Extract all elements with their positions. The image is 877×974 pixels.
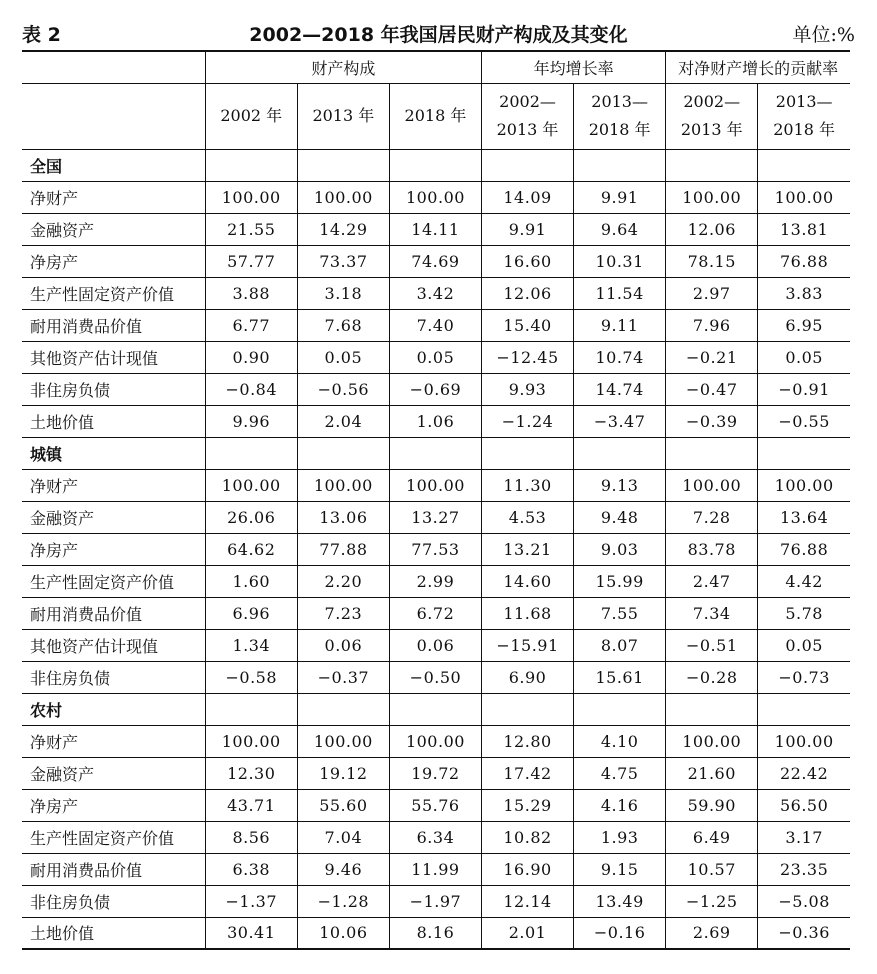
table-row xyxy=(22,213,850,245)
value-cell: 19.72 xyxy=(389,757,481,789)
value-cell: −0.16 xyxy=(574,917,666,949)
value-cell: 14.09 xyxy=(481,181,573,213)
value-cell: 78.15 xyxy=(666,245,758,277)
value-cell: 13.49 xyxy=(574,885,666,917)
empty-cell xyxy=(481,437,573,469)
value-cell: 8.07 xyxy=(574,629,666,661)
table-row xyxy=(22,341,850,373)
value-cell: 12.30 xyxy=(205,757,297,789)
value-cell: 10.57 xyxy=(666,853,758,885)
value-cell: 8.56 xyxy=(205,821,297,853)
value-cell: 7.68 xyxy=(297,309,389,341)
value-cell: 7.40 xyxy=(389,309,481,341)
table-row xyxy=(22,501,850,533)
value-cell: 11.99 xyxy=(389,853,481,885)
table-caption xyxy=(22,20,855,48)
table-row xyxy=(22,373,850,405)
value-cell: 2.69 xyxy=(666,917,758,949)
value-cell: 83.78 xyxy=(666,533,758,565)
value-cell: 2.97 xyxy=(666,277,758,309)
header-group-growth-rate: 年均增长率 xyxy=(481,51,665,83)
value-cell: 10.74 xyxy=(574,341,666,373)
empty-cell xyxy=(297,149,389,181)
value-cell: −0.21 xyxy=(666,341,758,373)
value-cell: 19.12 xyxy=(297,757,389,789)
row-label: 非住房负债 xyxy=(22,661,205,693)
value-cell: 17.42 xyxy=(481,757,573,789)
value-cell: 6.34 xyxy=(389,821,481,853)
empty-cell xyxy=(666,437,758,469)
value-cell: 15.99 xyxy=(574,565,666,597)
row-label: 土地价值 xyxy=(22,917,205,949)
empty-cell xyxy=(389,693,481,725)
table-row xyxy=(22,597,850,629)
section-title: 农村 xyxy=(22,693,205,725)
value-cell: −1.97 xyxy=(389,885,481,917)
value-cell: 100.00 xyxy=(297,469,389,501)
empty-cell xyxy=(297,693,389,725)
row-label: 其他资产估计现值 xyxy=(22,341,205,373)
value-cell: −0.69 xyxy=(389,373,481,405)
empty-cell xyxy=(205,693,297,725)
row-label: 耐用消费品价值 xyxy=(22,853,205,885)
value-cell: 74.69 xyxy=(389,245,481,277)
value-cell: 0.05 xyxy=(758,629,850,661)
value-cell: 14.29 xyxy=(297,213,389,245)
value-cell: 21.55 xyxy=(205,213,297,245)
empty-cell xyxy=(205,149,297,181)
value-cell: 7.04 xyxy=(297,821,389,853)
table-row xyxy=(22,309,850,341)
header-group-contribution: 对净财产增长的贡献率 xyxy=(666,51,850,83)
header-year-2018: 2018 年 xyxy=(389,83,481,149)
value-cell: 0.05 xyxy=(758,341,850,373)
value-cell: 14.11 xyxy=(389,213,481,245)
section-row xyxy=(22,693,850,725)
period-start: 2013— xyxy=(775,92,833,111)
value-cell: 9.11 xyxy=(574,309,666,341)
table-row xyxy=(22,853,850,885)
value-cell: 6.38 xyxy=(205,853,297,885)
table-row xyxy=(22,245,850,277)
value-cell: −0.39 xyxy=(666,405,758,437)
value-cell: 76.88 xyxy=(758,245,850,277)
value-cell: 100.00 xyxy=(205,725,297,757)
value-cell: 8.16 xyxy=(389,917,481,949)
table-row xyxy=(22,277,850,309)
row-label: 净房产 xyxy=(22,789,205,821)
value-cell: −5.08 xyxy=(758,885,850,917)
value-cell: 2.01 xyxy=(481,917,573,949)
value-cell: −3.47 xyxy=(574,405,666,437)
value-cell: −0.28 xyxy=(666,661,758,693)
value-cell: 9.13 xyxy=(574,469,666,501)
value-cell: 7.28 xyxy=(666,501,758,533)
value-cell: −0.37 xyxy=(297,661,389,693)
value-cell: 10.31 xyxy=(574,245,666,277)
period-start: 2002— xyxy=(683,92,741,111)
value-cell: 0.90 xyxy=(205,341,297,373)
value-cell: 3.17 xyxy=(758,821,850,853)
header-year-row xyxy=(22,83,850,149)
empty-cell xyxy=(666,693,758,725)
value-cell: −1.28 xyxy=(297,885,389,917)
value-cell: 9.03 xyxy=(574,533,666,565)
value-cell: 11.30 xyxy=(481,469,573,501)
value-cell: 7.96 xyxy=(666,309,758,341)
value-cell: 21.60 xyxy=(666,757,758,789)
value-cell: 9.93 xyxy=(481,373,573,405)
value-cell: 13.06 xyxy=(297,501,389,533)
value-cell: 12.80 xyxy=(481,725,573,757)
row-label: 净财产 xyxy=(22,469,205,501)
table-unit: 单位:% xyxy=(792,24,855,46)
row-label: 净财产 xyxy=(22,725,205,757)
value-cell: 100.00 xyxy=(297,181,389,213)
value-cell: 4.53 xyxy=(481,501,573,533)
header-period-growth-2013-2018 xyxy=(574,83,666,149)
empty-cell xyxy=(758,149,850,181)
value-cell: 100.00 xyxy=(389,725,481,757)
table-row xyxy=(22,629,850,661)
table-header xyxy=(22,51,850,149)
value-cell: 15.61 xyxy=(574,661,666,693)
value-cell: 3.18 xyxy=(297,277,389,309)
table-row xyxy=(22,533,850,565)
header-group-composition: 财产构成 xyxy=(205,51,481,83)
value-cell: 0.05 xyxy=(297,341,389,373)
value-cell: 100.00 xyxy=(297,725,389,757)
value-cell: 12.06 xyxy=(481,277,573,309)
header-period-contrib-2013-2018 xyxy=(758,83,850,149)
empty-cell xyxy=(481,149,573,181)
row-label: 金融资产 xyxy=(22,213,205,245)
empty-cell xyxy=(758,437,850,469)
table-row xyxy=(22,757,850,789)
value-cell: −0.36 xyxy=(758,917,850,949)
value-cell: 23.35 xyxy=(758,853,850,885)
table-title: 2002—2018 年我国居民财产构成及其变化 xyxy=(249,24,628,46)
row-label: 净房产 xyxy=(22,533,205,565)
value-cell: 7.23 xyxy=(297,597,389,629)
value-cell: 4.10 xyxy=(574,725,666,757)
value-cell: −12.45 xyxy=(481,341,573,373)
value-cell: −0.55 xyxy=(758,405,850,437)
value-cell: 2.20 xyxy=(297,565,389,597)
table-row xyxy=(22,181,850,213)
value-cell: −0.58 xyxy=(205,661,297,693)
value-cell: −1.37 xyxy=(205,885,297,917)
value-cell: −1.24 xyxy=(481,405,573,437)
value-cell: 56.50 xyxy=(758,789,850,821)
period-end: 2018 年 xyxy=(588,120,651,139)
table-body xyxy=(22,149,850,949)
empty-cell xyxy=(574,437,666,469)
empty-cell xyxy=(574,693,666,725)
value-cell: 6.49 xyxy=(666,821,758,853)
value-cell: 0.06 xyxy=(297,629,389,661)
value-cell: 12.14 xyxy=(481,885,573,917)
value-cell: 1.93 xyxy=(574,821,666,853)
value-cell: 13.64 xyxy=(758,501,850,533)
header-year-2013: 2013 年 xyxy=(297,83,389,149)
wealth-composition-table xyxy=(22,50,850,950)
empty-cell xyxy=(389,437,481,469)
value-cell: 100.00 xyxy=(758,469,850,501)
row-label: 非住房负债 xyxy=(22,885,205,917)
value-cell: −0.73 xyxy=(758,661,850,693)
value-cell: 11.68 xyxy=(481,597,573,629)
value-cell: 7.34 xyxy=(666,597,758,629)
table-number: 表 2 xyxy=(22,24,61,46)
value-cell: 1.06 xyxy=(389,405,481,437)
value-cell: 14.74 xyxy=(574,373,666,405)
value-cell: 9.46 xyxy=(297,853,389,885)
value-cell: 26.06 xyxy=(205,501,297,533)
value-cell: 73.37 xyxy=(297,245,389,277)
value-cell: −1.25 xyxy=(666,885,758,917)
value-cell: 9.15 xyxy=(574,853,666,885)
header-corner-2 xyxy=(22,83,205,149)
value-cell: 100.00 xyxy=(389,469,481,501)
value-cell: 9.64 xyxy=(574,213,666,245)
value-cell: 76.88 xyxy=(758,533,850,565)
value-cell: 64.62 xyxy=(205,533,297,565)
section-row xyxy=(22,149,850,181)
row-label: 生产性固定资产价值 xyxy=(22,821,205,853)
row-label: 其他资产估计现值 xyxy=(22,629,205,661)
value-cell: 1.60 xyxy=(205,565,297,597)
empty-cell xyxy=(205,437,297,469)
value-cell: 6.90 xyxy=(481,661,573,693)
value-cell: 0.06 xyxy=(389,629,481,661)
empty-cell xyxy=(389,149,481,181)
section-title: 城镇 xyxy=(22,437,205,469)
value-cell: 100.00 xyxy=(666,469,758,501)
value-cell: 9.48 xyxy=(574,501,666,533)
value-cell: 6.77 xyxy=(205,309,297,341)
value-cell: 16.60 xyxy=(481,245,573,277)
value-cell: 10.82 xyxy=(481,821,573,853)
value-cell: 100.00 xyxy=(389,181,481,213)
header-group-row xyxy=(22,51,850,83)
value-cell: 10.06 xyxy=(297,917,389,949)
value-cell: 100.00 xyxy=(205,469,297,501)
table-row xyxy=(22,821,850,853)
value-cell: 13.21 xyxy=(481,533,573,565)
row-label: 土地价值 xyxy=(22,405,205,437)
value-cell: −0.84 xyxy=(205,373,297,405)
value-cell: 11.54 xyxy=(574,277,666,309)
value-cell: −0.56 xyxy=(297,373,389,405)
value-cell: 43.71 xyxy=(205,789,297,821)
value-cell: 2.99 xyxy=(389,565,481,597)
period-end: 2013 年 xyxy=(680,120,743,139)
empty-cell xyxy=(666,149,758,181)
value-cell: 13.81 xyxy=(758,213,850,245)
value-cell: −0.47 xyxy=(666,373,758,405)
value-cell: 2.47 xyxy=(666,565,758,597)
value-cell: −0.91 xyxy=(758,373,850,405)
value-cell: 16.90 xyxy=(481,853,573,885)
header-period-contrib-2002-2013 xyxy=(666,83,758,149)
value-cell: 4.16 xyxy=(574,789,666,821)
value-cell: 100.00 xyxy=(666,181,758,213)
period-end: 2018 年 xyxy=(773,120,836,139)
table-row xyxy=(22,405,850,437)
value-cell: 15.29 xyxy=(481,789,573,821)
table-row xyxy=(22,789,850,821)
value-cell: 5.78 xyxy=(758,597,850,629)
table-row xyxy=(22,725,850,757)
row-label: 净财产 xyxy=(22,181,205,213)
empty-cell xyxy=(297,437,389,469)
value-cell: 4.75 xyxy=(574,757,666,789)
value-cell: 1.34 xyxy=(205,629,297,661)
row-label: 非住房负债 xyxy=(22,373,205,405)
table-row xyxy=(22,565,850,597)
period-end: 2013 年 xyxy=(496,120,559,139)
value-cell: 7.55 xyxy=(574,597,666,629)
section-title: 全国 xyxy=(22,149,205,181)
value-cell: 15.40 xyxy=(481,309,573,341)
period-start: 2002— xyxy=(499,92,556,111)
row-label: 耐用消费品价值 xyxy=(22,597,205,629)
row-label: 金融资产 xyxy=(22,757,205,789)
table-row xyxy=(22,469,850,501)
value-cell: 6.95 xyxy=(758,309,850,341)
header-corner xyxy=(22,51,205,83)
period-start: 2013— xyxy=(591,92,648,111)
table-row xyxy=(22,661,850,693)
value-cell: 3.42 xyxy=(389,277,481,309)
value-cell: 12.06 xyxy=(666,213,758,245)
row-label: 金融资产 xyxy=(22,501,205,533)
value-cell: 77.88 xyxy=(297,533,389,565)
value-cell: 22.42 xyxy=(758,757,850,789)
section-row xyxy=(22,437,850,469)
value-cell: 9.91 xyxy=(574,181,666,213)
value-cell: 0.05 xyxy=(389,341,481,373)
value-cell: 77.53 xyxy=(389,533,481,565)
empty-cell xyxy=(574,149,666,181)
value-cell: 59.90 xyxy=(666,789,758,821)
row-label: 生产性固定资产价值 xyxy=(22,565,205,597)
value-cell: 55.60 xyxy=(297,789,389,821)
value-cell: 4.42 xyxy=(758,565,850,597)
table-row xyxy=(22,885,850,917)
value-cell: 3.83 xyxy=(758,277,850,309)
header-period-growth-2002-2013 xyxy=(481,83,573,149)
value-cell: 9.91 xyxy=(481,213,573,245)
value-cell: 30.41 xyxy=(205,917,297,949)
value-cell: 100.00 xyxy=(758,725,850,757)
row-label: 耐用消费品价值 xyxy=(22,309,205,341)
value-cell: 14.60 xyxy=(481,565,573,597)
value-cell: 3.88 xyxy=(205,277,297,309)
value-cell: 2.04 xyxy=(297,405,389,437)
value-cell: 55.76 xyxy=(389,789,481,821)
value-cell: −15.91 xyxy=(481,629,573,661)
value-cell: 100.00 xyxy=(758,181,850,213)
value-cell: 6.96 xyxy=(205,597,297,629)
value-cell: 13.27 xyxy=(389,501,481,533)
value-cell: 100.00 xyxy=(666,725,758,757)
row-label: 净房产 xyxy=(22,245,205,277)
value-cell: −0.50 xyxy=(389,661,481,693)
value-cell: −0.51 xyxy=(666,629,758,661)
row-label: 生产性固定资产价值 xyxy=(22,277,205,309)
value-cell: 57.77 xyxy=(205,245,297,277)
value-cell: 100.00 xyxy=(205,181,297,213)
value-cell: 6.72 xyxy=(389,597,481,629)
table-row xyxy=(22,917,850,949)
empty-cell xyxy=(758,693,850,725)
empty-cell xyxy=(481,693,573,725)
header-year-2002: 2002 年 xyxy=(205,83,297,149)
value-cell: 9.96 xyxy=(205,405,297,437)
